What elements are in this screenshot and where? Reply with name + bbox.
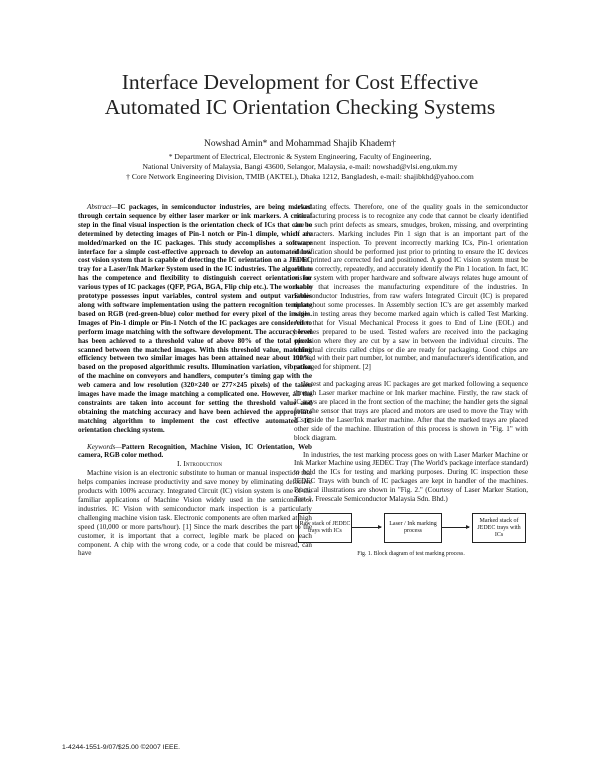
right-paragraph-2: In test and packaging areas IC packages are get marked following a sequence through Laser marker machine or Ink marker machine. Firstly, the raw stack of IC trays are placed in the front section of the machine; the handler gets the signal from the sensor that trays are placed and motors are used to move the Tray with ICs inside the Laser/Ink marker machine. After that the marked trays are placed other side of the machine. Illustration of this process is shown in "Fig. 1" with block diagram. [294,380,528,442]
figure-caption: Fig. 1. Block diagram of test marking process. [357,551,465,557]
title-line-2: Automated IC Orientation Checking Systems [104,95,496,119]
figure-box-raw-stack: Raw stack of JEDEC trays with ICs [298,513,352,543]
right-column [294,203,528,559]
figure-arrow-1 [351,527,381,528]
keywords-text: Pattern Recognition, Machine Vision, IC Orientation, Web camera, RGB color method. [78,442,312,460]
affiliation-3: † Core Network Engineering Division, TMIB (AKTEL), Dhaka 1212, Bangladesh, e-mail: shajibkhd@yahoo.com [126,172,474,181]
right-paragraph-3: In industries, the test marking process goes on with Laser Marker Machine or Ink Marker Machine using JEDEC Tray (The World's package interface standard) to hold the ICs for testing and marking purposes. During IC inspection these JEDEC Trays with bunch of IC packages are kept in handler of the machines. Practical illustrations are shown in "Fig. 2." (Courtesy of Laser Marker Station, Test-1, Freescale Semiconductor Malaysia Sdn. Bhd.) [294,450,528,504]
abstract-text: IC packages, in semiconductor industries, are being marked through certain sequence by either laser marker or ink markers. A critical step in the final visual inspection is the orientation check of ICs that can be determined by detecting images of Pin-1 notch or Pin-1 dimple, which are molded/marked on the IC packages. This study accomplishes a software interface for a simple cost-effective approach to develop an automated low cost vision system that is capable of detecting the IC orientation on a JEDEC tray for a Laser/Ink Marker System used in the IC industries. The algorithm has the competence and flexibility to distinguish correct orientation for various types of IC packages (QFP, PGA, BGA, Flip chip etc.). The workable prototype possesses input variables, control system and output variables along with software implementation using the pattern recognition template based on RGB (red-green-blue) color method for every pixel of the images. Images of Pin-1 dimple or Pin-1 Notch of the IC packages are considered to perform image matching with the software development. The accuracy level has been achieved to a threshold value of above 80% of the total pixels scanned between the matched images. With this threshold value, matching efficiency between two similar images has been attained near about 100%, based on the proposed algorithmic results. Illumination variation, vibration of the machine on conveyors and handlers, computer's timing gap with the web camera and low resolution (320×240 or 277×245 pixels) of the taken images have made the image matching a complicated one. However, all the constraints are taken into account for setting the threshold value and obtaining the matching accuracy and have been achieved the appropriate matching algorithm to implement the cost effective automated IC orientation checking system. [78,203,312,434]
authors: Nowshad Amin* and Mohammad Shajib Khadem† [204,139,396,149]
figure-box-marking-process: Laser / Ink marking process [384,513,442,543]
right-paragraph-1: devastating effects. Therefore, one of the quality goals in the semiconductor manufacturing process is to recognize any code that cannot be clearly identified due to such print defects as smears, smudges, broken, missing, and overprinting of characters. Marking includes Pin 1 sign that is an important part of the component inspection. To prevent incorrectly marking ICs, Pin-1 orientation identification should be performed just prior to printing to ensure the IC devices to be printed are corrected fed and positioned. A good IC vision system must be able to correctly, repeatedly, and accurately identify the Pin 1 location. In fact, IC vision system with proper hardware and software always relates huge amount of money that increases the manufacturing expenditure of the industries. In Semiconductor Industries, from raw wafers Integrated Circuit (IC) is prepared throughout some processes. In Assembly section IC's are get assembly marked while in testing areas they become marked again which is called Test Marking. After that for Visual Mechanical Process it goes to End of Line (EOL) and becomes prepared to be used. Tested wafers are received into the packaging operation where they are cut by a saw in between the individual circuits. The individual circuits called chips or die are ready for packaging. Good chips are marked with their part number, lot number, and manufacturer's identification, and packaged for shipment. [2] [294,203,528,372]
abstract-label: Abstract— [87,203,118,211]
keywords-label: Keywords— [87,442,122,451]
affiliation-2: National University of Malaysia, Bangi 43600, Selangor, Malaysia, e-mail: nowshad@vlsi.eng.ukm.my [142,162,458,171]
paper-title [60,70,540,120]
figure-arrow-2 [441,527,469,528]
affiliations [40,152,560,182]
section-heading: I. Introduction [177,459,222,469]
keywords [78,443,312,461]
left-column [78,203,312,558]
figure-1 [294,510,528,550]
figure-box-marked-stack: Marked stack of JEDEC trays with ICs [472,513,526,543]
copyright-footer: 1-4244-1551-9/07/$25.00 ©2007 IEEE. [62,744,180,751]
abstract [78,203,312,435]
affiliation-1: * Department of Electrical, Electronic & System Engineering, Faculty of Engineering, [168,152,432,161]
title-line-1: Interface Development for Cost Effective [121,70,479,94]
intro-paragraph: Machine vision is an electronic substitute to human or manual inspection that helps companies increase productivity and save money by eliminating defective products with 100% accuracy. Integrated Circuit (IC) vision system is one of the familiar applications of Machine Vision widely used in the semiconductor industries. IC Vision with semiconductor mark inspection is a particularly challenging machine vision task. Electronic components are often marked at high speed (10,000 or more parts/hour). [1] Since the mark describes the part to the customer, it is important that a correct, legible mark be placed on each component. A chip with the wrong code, or a code that could be misread, can have [78,469,312,558]
